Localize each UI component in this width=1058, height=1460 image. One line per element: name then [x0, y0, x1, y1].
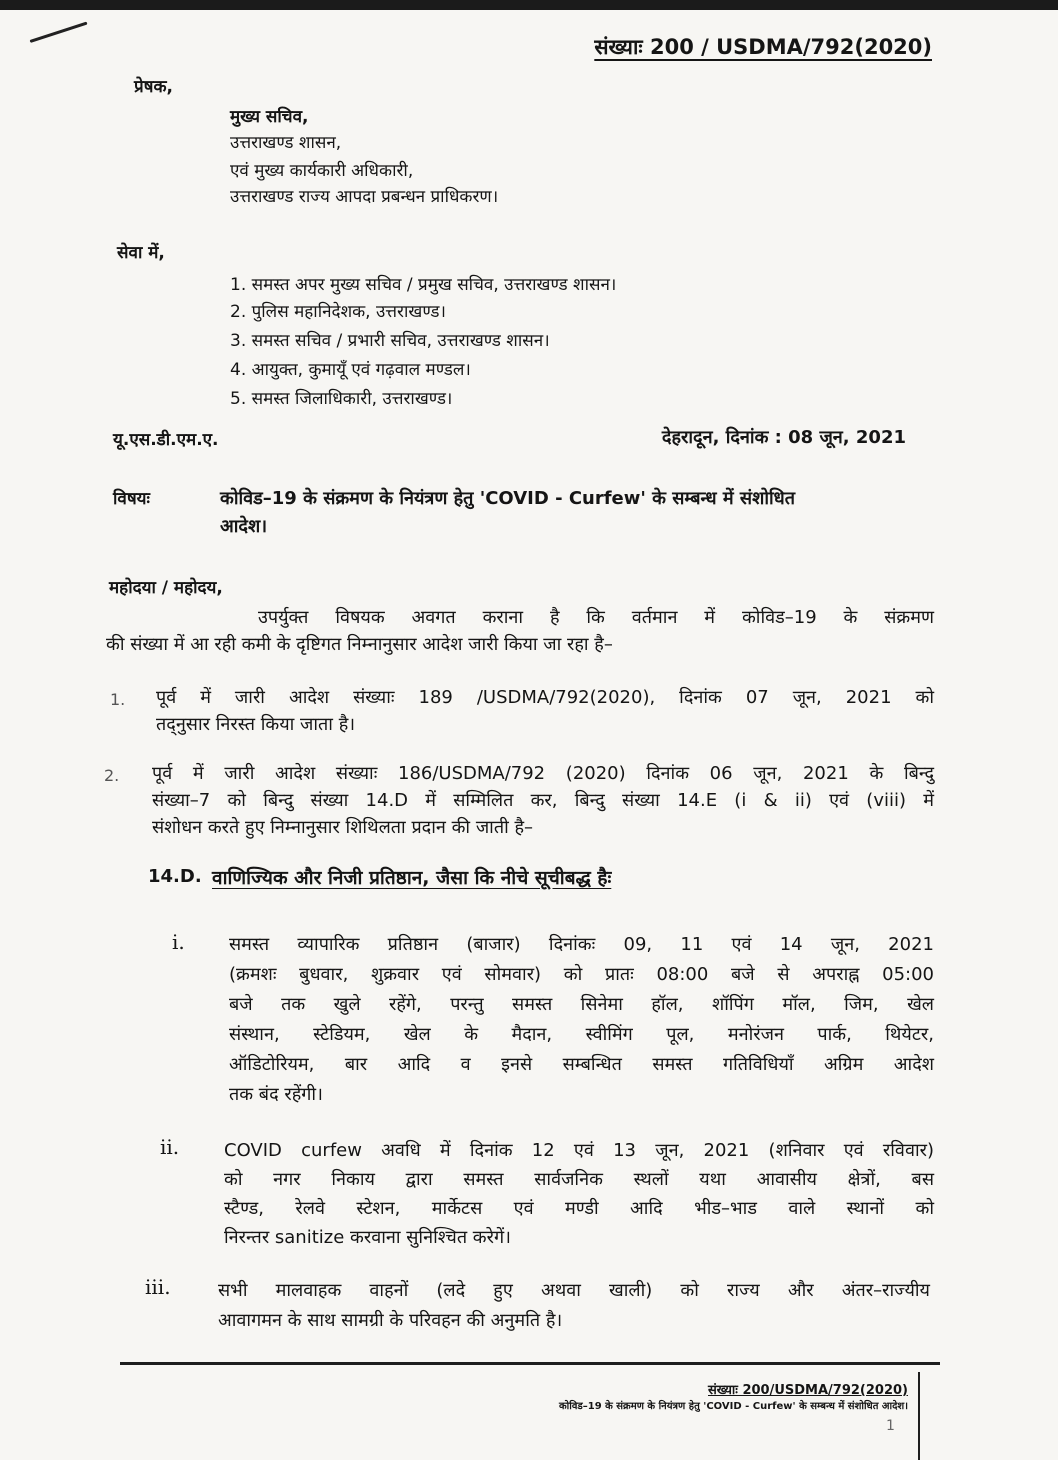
sender-line: उत्तराखण्ड शासन,	[230, 133, 342, 153]
subpoint-line: स्टैण्ड, रेलवे स्टेशन, मार्केटस एवं मण्डी आदि भीड–भाड वाले स्थानों को	[224, 1198, 934, 1219]
recipient-item: 4. आयुक्त, कुमायूँ एवं गढ़वाल मण्डल।	[230, 360, 471, 380]
subpoint-line: (क्रमशः बुधवार, शुक्रवार एवं सोमवार) को प्रातः 08:00 बजे से अपराह्न 05:00	[229, 964, 934, 985]
subpoint-line: समस्त व्यापारिक प्रतिष्ठान (बाजार) दिनांकः 09, 11 एवं 14 जून, 2021	[229, 934, 934, 955]
footer-reference: संख्याः 200/USDMA/792(2020)	[708, 1383, 908, 1398]
point-number: 1.	[110, 690, 126, 709]
subpoint-line: COVID curfew अवधि में दिनांक 12 एवं 13 जून, 2021 (शनिवार एवं रविवार)	[224, 1140, 934, 1161]
subpoint-number: ii.	[160, 1135, 180, 1159]
subject-line: कोविड–19 के संक्रमण के नियंत्रण हेतु 'COVID - Curfew' के सम्बन्ध में संशोधित	[220, 488, 795, 509]
subpoint-line: तक बंद रहेंगी।	[229, 1084, 323, 1105]
subpoint-ii	[224, 1136, 934, 1252]
recipients-label: सेवा में,	[117, 243, 165, 263]
pen-mark	[30, 22, 88, 43]
subpoint-line: ऑडिटोरियम, बार आदि व इनसे सम्बन्धित समस्त गतिविधियाँ अग्रिम आदेश	[229, 1054, 934, 1075]
recipient-item: 2. पुलिस महानिदेशक, उत्तराखण्ड।	[230, 302, 446, 322]
point-number: 2.	[104, 766, 120, 785]
subpoint-line: को नगर निकाय द्वारा समस्त सार्वजनिक स्थलों यथा आवासीय क्षेत्रों, बस	[224, 1169, 934, 1190]
subpoint-number: iii.	[145, 1275, 171, 1299]
subject-label: विषयः	[113, 489, 150, 509]
page-number: 1	[886, 1418, 895, 1434]
footer-vertical-rule	[918, 1372, 920, 1460]
intro-line: की संख्या में आ रही कमी के दृष्टिगत निम्नानुसार आदेश जारी किया जा रहा है–	[106, 634, 613, 655]
reference-number: संख्याः 200 / USDMA/792(2020)	[594, 35, 932, 59]
intro-line: उपर्युक्त विषयक अवगत कराना है कि वर्तमान में कोविड–19 के संक्रमण	[258, 607, 934, 628]
salutation: महोदया / महोदय,	[109, 578, 223, 598]
subpoint-line: संस्थान, स्टेडियम, खेल के मैदान, स्वीमिंग पूल, मनोरंजन पार्क, थियेटर,	[229, 1024, 934, 1045]
footer-subject: कोविड–19 के संक्रमण के नियंत्रण हेतु 'COVID - Curfew' के सम्बन्ध में संशोधित आदेश।	[558, 1401, 908, 1412]
subpoint-line: सभी मालवाहक वाहनों (लदे हुए अथवा खाली) को राज्य और अंतर–राज्यीय	[218, 1280, 930, 1301]
recipient-item: 1. समस्त अपर मुख्य सचिव / प्रमुख सचिव, उत्तराखण्ड शासन।	[230, 275, 617, 295]
subpoint-i	[229, 930, 934, 1110]
point-line: संशोधन करते हुए निम्नानुसार शिथिलता प्रदान की जाती है–	[152, 817, 534, 838]
section-title: वाणिज्यिक और निजी प्रतिष्ठान, जैसा कि नीचे सूचीबद्ध हैः	[212, 867, 612, 889]
place-date: देहरादून, दिनांक : 08 जून, 2021	[661, 427, 906, 448]
sender-line: उत्तराखण्ड राज्य आपदा प्रबन्धन प्राधिकरण।	[230, 187, 499, 207]
subpoint-line: निरन्तर sanitize करवाना सुनिश्चित करेगें।	[224, 1227, 511, 1248]
recipient-item: 3. समस्त सचिव / प्रभारी सचिव, उत्तराखण्ड शासन।	[230, 331, 550, 351]
subpoint-line: बजे तक खुले रहेंगे, परन्तु समस्त सिनेमा हॉल, शॉपिंग मॉल, जिम, खेल	[229, 994, 934, 1015]
footer-rule	[120, 1362, 940, 1365]
top-scan-edge	[0, 0, 1058, 10]
department-code: यू.एस.डी.एम.ए.	[113, 430, 219, 450]
point-2	[152, 760, 934, 841]
sender-line: मुख्य सचिव,	[230, 107, 309, 127]
intro-paragraph	[106, 604, 934, 658]
point-line: पूर्व में जारी आदेश संख्याः 189 /USDMA/792(2020), दिनांक 07 जून, 2021 को	[156, 687, 934, 708]
subpoint-number: i.	[172, 930, 185, 954]
sender-line: एवं मुख्य कार्यकारी अधिकारी,	[230, 161, 414, 181]
point-1	[156, 684, 934, 738]
sender-label: प्रेषक,	[134, 77, 174, 97]
subpoint-line: आवागमन के साथ सामग्री के परिवहन की अनुमति है।	[218, 1310, 563, 1331]
section-number: 14.D.	[148, 866, 202, 887]
point-line: संख्या–7 को बिन्दु संख्या 14.D में सम्मिलित कर, बिन्दु संख्या 14.E (i & ii) एवं (viii) में	[152, 790, 934, 811]
point-line: पूर्व में जारी आदेश संख्याः 186/USDMA/792 (2020) दिनांक 06 जून, 2021 के बिन्दु	[152, 763, 934, 784]
subject-line: आदेश।	[220, 516, 268, 537]
recipient-item: 5. समस्त जिलाधिकारी, उत्तराखण्ड।	[230, 389, 453, 409]
subpoint-iii	[218, 1276, 930, 1336]
point-line: तद्नुसार निरस्त किया जाता है।	[156, 714, 356, 735]
